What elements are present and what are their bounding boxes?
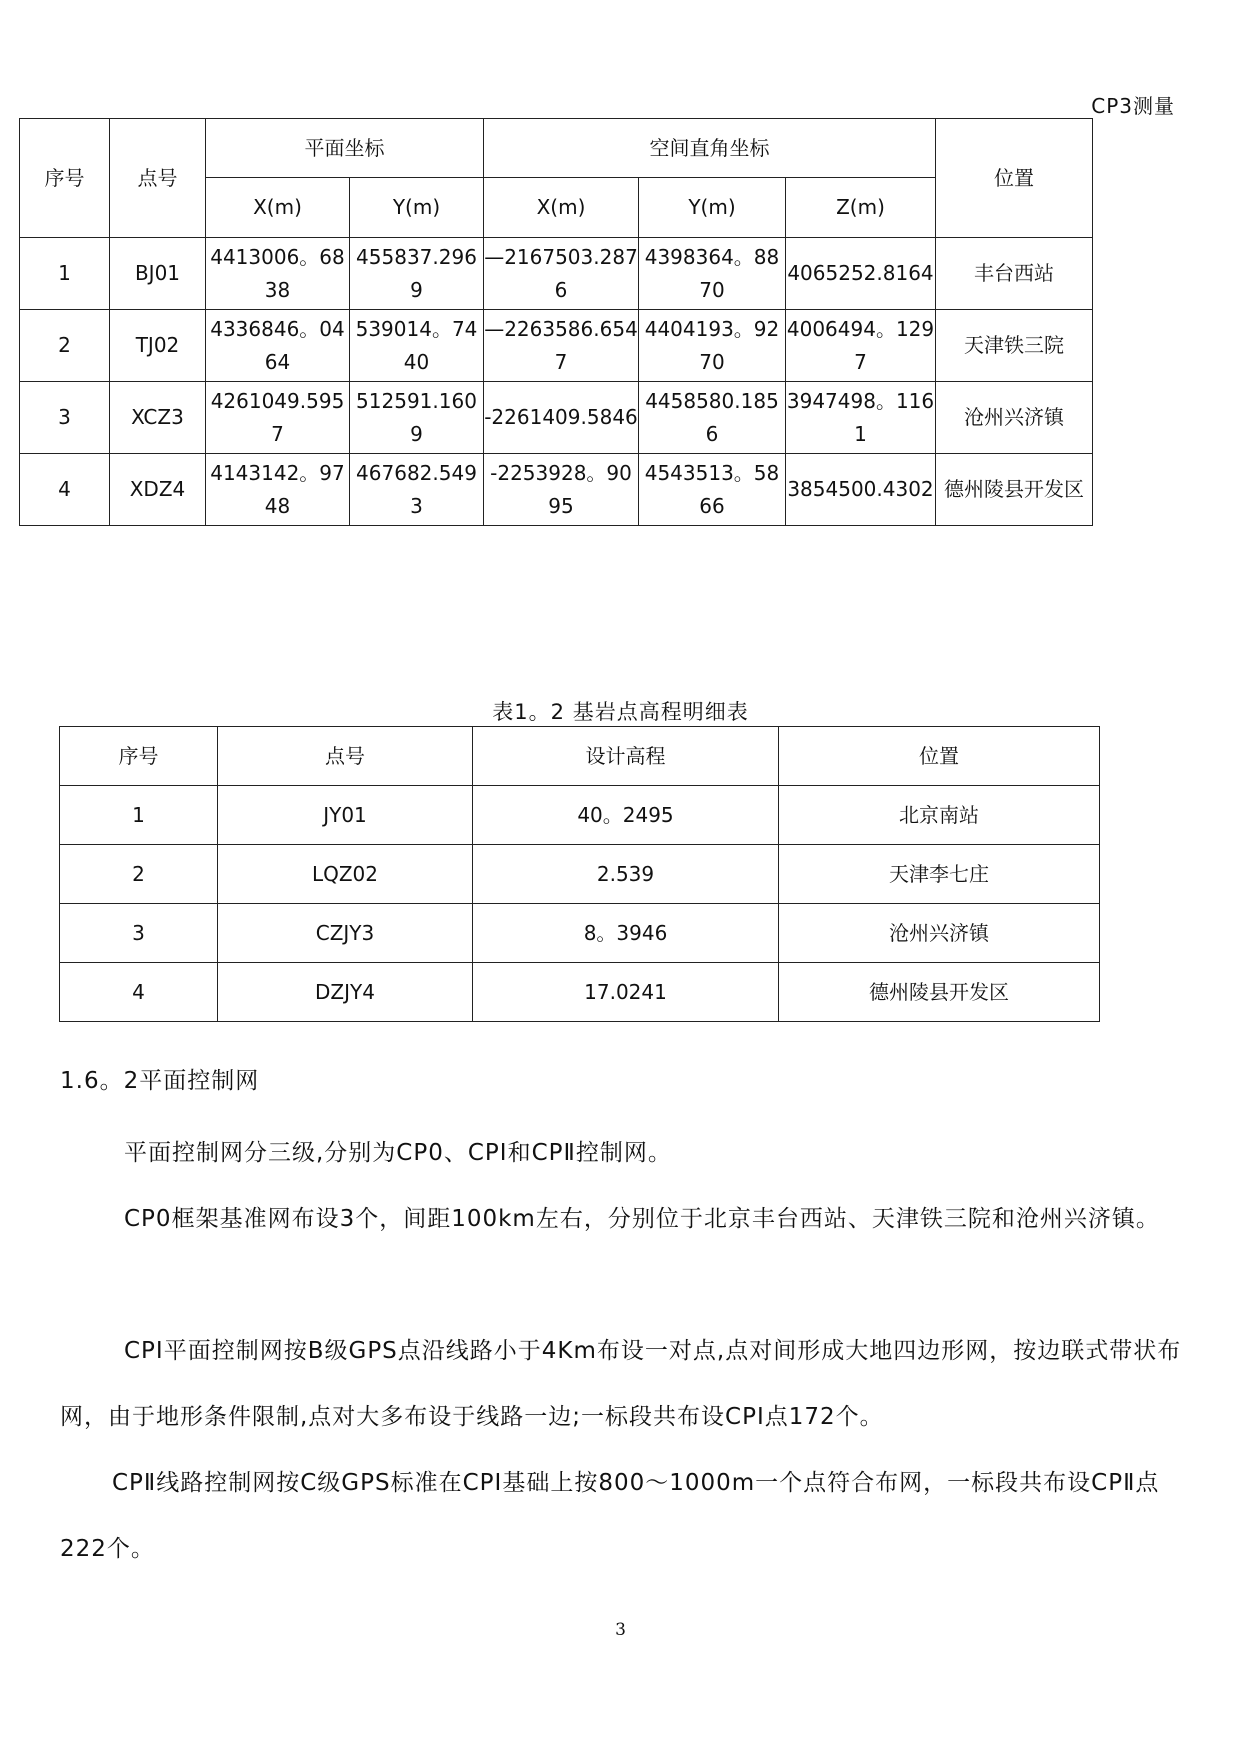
cell-seq: 2 [20,310,110,382]
cell-seq: 4 [60,963,218,1022]
cell-point: LQZ02 [218,845,473,904]
cell-seq: 1 [20,238,110,310]
body-paragraph: 平面控制网分三级,分别为CP0、CPⅠ和CPⅡ控制网。 [124,1140,672,1166]
col-header-space-z: Z(m) [786,178,936,238]
cell-seq: 3 [60,904,218,963]
cell-point: XDZ4 [110,454,206,526]
body-paragraph: CPⅠ平面控制网按B级GPS点沿线路小于4Km布设一对点,点对间形成大地四边形网，按边联式带状布网，由于地形条件限制,点对大多布设于线路一边;一标段共布设CPⅠ点172个。 [60,1338,1182,1430]
cell-space-y: 4458580.1856 [639,382,786,454]
cell-location: 德州陵县开发区 [779,963,1100,1022]
page-number: 3 [615,1620,626,1640]
table-row [60,786,1100,845]
cell-location: 德州陵县开发区 [936,454,1093,526]
col-header-elevation: 设计高程 [473,727,779,786]
cell-point: TJ02 [110,310,206,382]
body-paragraph: CP0框架基准网布设3个，间距100km左右，分别位于北京丰台西站、天津铁三院和沧州兴济镇。 [124,1206,1160,1232]
section-heading: 1.6。2平面控制网 [60,1068,260,1094]
cell-space-z: 4006494。1297 [786,310,936,382]
table-row [60,845,1100,904]
cell-space-y: 4404193。9270 [639,310,786,382]
table-row [20,310,1093,382]
table-row [20,454,1093,526]
col-header-seq: 序号 [20,119,110,238]
cell-point: JY01 [218,786,473,845]
cell-seq: 2 [60,845,218,904]
cell-space-z: 4065252.8164 [786,238,936,310]
cell-elevation: 40。2495 [473,786,779,845]
document-header-title: CP3测量 [1091,94,1175,118]
col-group-plane-coords: 平面坐标 [206,119,484,178]
col-header-space-x: X(m) [484,178,639,238]
cell-location: 丰台西站 [936,238,1093,310]
cell-location: 天津李七庄 [779,845,1100,904]
col-header-location: 位置 [779,727,1100,786]
col-header-plane-x: X(m) [206,178,350,238]
cell-point: DZJY4 [218,963,473,1022]
cell-elevation: 2.539 [473,845,779,904]
cell-space-y: 4543513。5866 [639,454,786,526]
cell-space-x: —2263586.6547 [484,310,639,382]
cell-space-z: 3854500.4302 [786,454,936,526]
cell-space-x: -2261409.5846 [484,382,639,454]
table-row [60,963,1100,1022]
table-row [20,238,1093,310]
cell-plane-y: 467682.5493 [350,454,484,526]
cell-space-x: —2167503.2876 [484,238,639,310]
table-row [60,904,1100,963]
cell-location: 沧州兴济镇 [936,382,1093,454]
cell-location: 沧州兴济镇 [779,904,1100,963]
table-caption: 表1。2 基岩点高程明细表 [492,700,749,724]
cell-location: 天津铁三院 [936,310,1093,382]
cell-seq: 4 [20,454,110,526]
table-row [20,382,1093,454]
cell-elevation: 8。3946 [473,904,779,963]
cell-point: BJ01 [110,238,206,310]
col-header-seq: 序号 [60,727,218,786]
cell-point: XCZ3 [110,382,206,454]
cell-plane-y: 539014。7440 [350,310,484,382]
cell-plane-x: 4143142。9748 [206,454,350,526]
cell-plane-x: 4261049.5957 [206,382,350,454]
cell-plane-x: 4413006。6838 [206,238,350,310]
col-header-location: 位置 [936,119,1093,238]
cell-plane-x: 4336846。0464 [206,310,350,382]
coordinate-table [19,118,1093,526]
col-group-space-coords: 空间直角坐标 [484,119,936,178]
cell-space-z: 3947498。1161 [786,382,936,454]
cell-elevation: 17.0241 [473,963,779,1022]
cell-space-x: -2253928。9095 [484,454,639,526]
col-header-plane-y: Y(m) [350,178,484,238]
col-header-point: 点号 [218,727,473,786]
cell-plane-y: 512591.1609 [350,382,484,454]
cell-seq: 1 [60,786,218,845]
cell-space-y: 4398364。8870 [639,238,786,310]
cell-location: 北京南站 [779,786,1100,845]
body-paragraph: CPⅡ线路控制网按C级GPS标准在CPⅠ基础上按800～1000m一个点符合布网，一标段共布设CPⅡ点222个。 [60,1470,1160,1562]
cell-point: CZJY3 [218,904,473,963]
col-header-point: 点号 [110,119,206,238]
cell-plane-y: 455837.2969 [350,238,484,310]
cell-seq: 3 [20,382,110,454]
col-header-space-y: Y(m) [639,178,786,238]
bedrock-elevation-table [59,726,1100,1022]
